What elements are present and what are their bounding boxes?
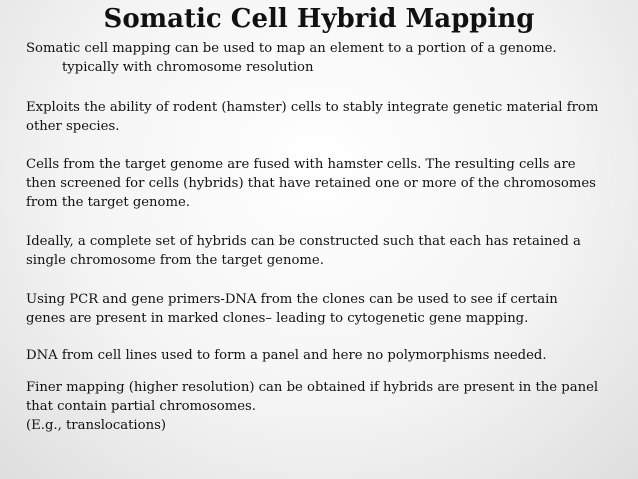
paragraph-line: DNA from cell lines used to form a panel and here no polymorphisms needed. [26, 348, 547, 363]
paragraph-cell-fusion [26, 156, 626, 212]
paragraph-line: Exploits the ability of rodent (hamster) cells to stably integrate genetic material from [26, 100, 599, 115]
paragraph-line: Somatic cell mapping can be used to map an element to a portion of a genome. [26, 41, 557, 56]
paragraph-line: genes are present in marked clones– leading to cytogenetic gene mapping. [26, 310, 529, 326]
paragraph-line: Using PCR and gene primers-DNA from the clones can be used to see if certain [26, 292, 558, 307]
paragraph-rodent-cells [26, 99, 626, 137]
paragraph-line: then screened for cells (hybrids) that have retained one or more of the chromosomes [26, 175, 596, 191]
paragraph-finer-mapping [26, 379, 626, 435]
paragraph-line: Finer mapping (higher resolution) can be obtained if hybrids are present in the panel [26, 380, 599, 395]
slide-title: Somatic Cell Hybrid Mapping [103, 4, 535, 34]
paragraph-somatic-cell-mapping [26, 40, 626, 78]
paragraph-line: single chromosome from the target genome. [26, 252, 324, 268]
paragraph-line: typically with chromosome resolution [62, 59, 314, 75]
paragraph-line: Ideally, a complete set of hybrids can be constructed such that each has retained a [26, 234, 581, 249]
paragraph-pcr-gene-primers [26, 291, 626, 329]
paragraph-line: Cells from the target genome are fused with hamster cells. The resulting cells are [26, 157, 576, 172]
paragraph-line: from the target genome. [26, 194, 190, 210]
paragraph-line: (E.g., translocations) [26, 417, 166, 433]
paragraph-line: other species. [26, 118, 120, 134]
paragraph-dna-panel [26, 347, 626, 366]
paragraph-line: that contain partial chromosomes. [26, 398, 256, 414]
paragraph-complete-hybrid-set [26, 233, 626, 271]
